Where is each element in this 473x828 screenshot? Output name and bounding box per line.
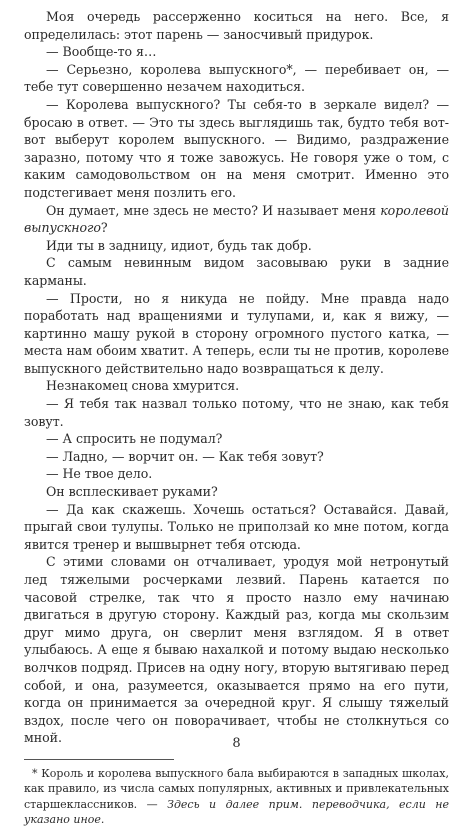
paragraph: — Серьезно, королева выпускного*, — перебивает он, — тебе тут совершенно незачем находиться.	[24, 61, 449, 95]
italic-phrase: королевой выпускного	[24, 202, 449, 236]
paragraph: Иди ты в задницу, идиот, будь так добр.	[46, 237, 312, 253]
footnote	[24, 766, 449, 828]
paragraph: — Не твое дело.	[46, 466, 153, 482]
paragraph: — Ладно, — ворчит он. — Как тебя зовут?	[46, 448, 324, 464]
paragraph: — Королева выпускного? Ты себя-то в зеркале видел? — бросаю в ответ. — Это ты здесь выглядишь так, будто тебя вот-вот выберут королем выпускного. — Видимо, раздражение заразно, потому что я тоже завожусь. Не говоря уже о том, с каким самодовольством он на меня смотрит. Именно это подстегивает меня позлить его.	[24, 96, 449, 200]
paragraph: С самым невинным видом засовываю руки в задние карманы.	[24, 255, 449, 288]
footnote-text: * Король и королева выпускного бала выбираются в западных школах, как правило, из числа самых популярных, активных и привлекательных старшеклассников. —	[24, 766, 449, 811]
paragraph: Он всплескивает руками?	[46, 484, 218, 500]
paragraph: — Вообще-то я…	[46, 44, 157, 60]
footnote-divider	[24, 759, 174, 760]
paragraph: С этими словами он отчаливает, уродуя мой нетронутый лед тяжелыми росчерками лезвий. Парень катается по часовой стрелке, так что я просто назло ему начинаю двигаться в другую сторону. Каждый раз, когда мы скользим друг мимо друга, он сверлит меня взглядом. Я в ответ улыбаюсь. А еще я бываю нахалкой и потому выдаю несколько волчков подряд. Присев на одну ногу, вторую вытягиваю перед собой, и она, разумеется, оказывается прямо на его пути, когда он принимается за очередной круг. Я слышу тяжелый вздох, после чего он поворачивает, чтобы не столкнуться со мной.	[24, 554, 449, 746]
page-number: 8	[232, 736, 241, 751]
paragraph-text-end: ?	[100, 220, 108, 236]
main-text	[24, 8, 449, 747]
paragraph	[24, 202, 449, 237]
paragraph-text: Он думает, мне здесь не место? И называет меня	[46, 202, 381, 218]
paragraph: — Я тебя так назвал только потому, что не знаю, как тебя зовут.	[24, 396, 449, 429]
paragraph: — А спросить не подумал?	[46, 431, 223, 447]
paragraph: Моя очередь рассерженно коситься на него. Все, я определилась: этот парень — заносчивый придурок.	[24, 9, 449, 42]
paragraph: — Да как скажешь. Хочешь остаться? Оставайся. Давай, прыгай свои тулупы. Только не приползай ко мне потом, когда явится тренер и вышвырнет тебя отсюда.	[24, 501, 449, 552]
paragraph: — Прости, но я никуда не пойду. Мне правда надо поработать над вращениями и тулупами, и, как я вижу, — картинно машу рукой в сторону огромного пустого катка, — места нам обоим хватит. А теперь, если ты не против, королеве выпускного действительно надо возвращаться к делу.	[24, 290, 449, 376]
footnote-translator-note: Здесь и далее прим. переводчика, если не указано иное.	[24, 797, 449, 827]
paragraph: Незнакомец снова хмурится.	[46, 378, 240, 394]
